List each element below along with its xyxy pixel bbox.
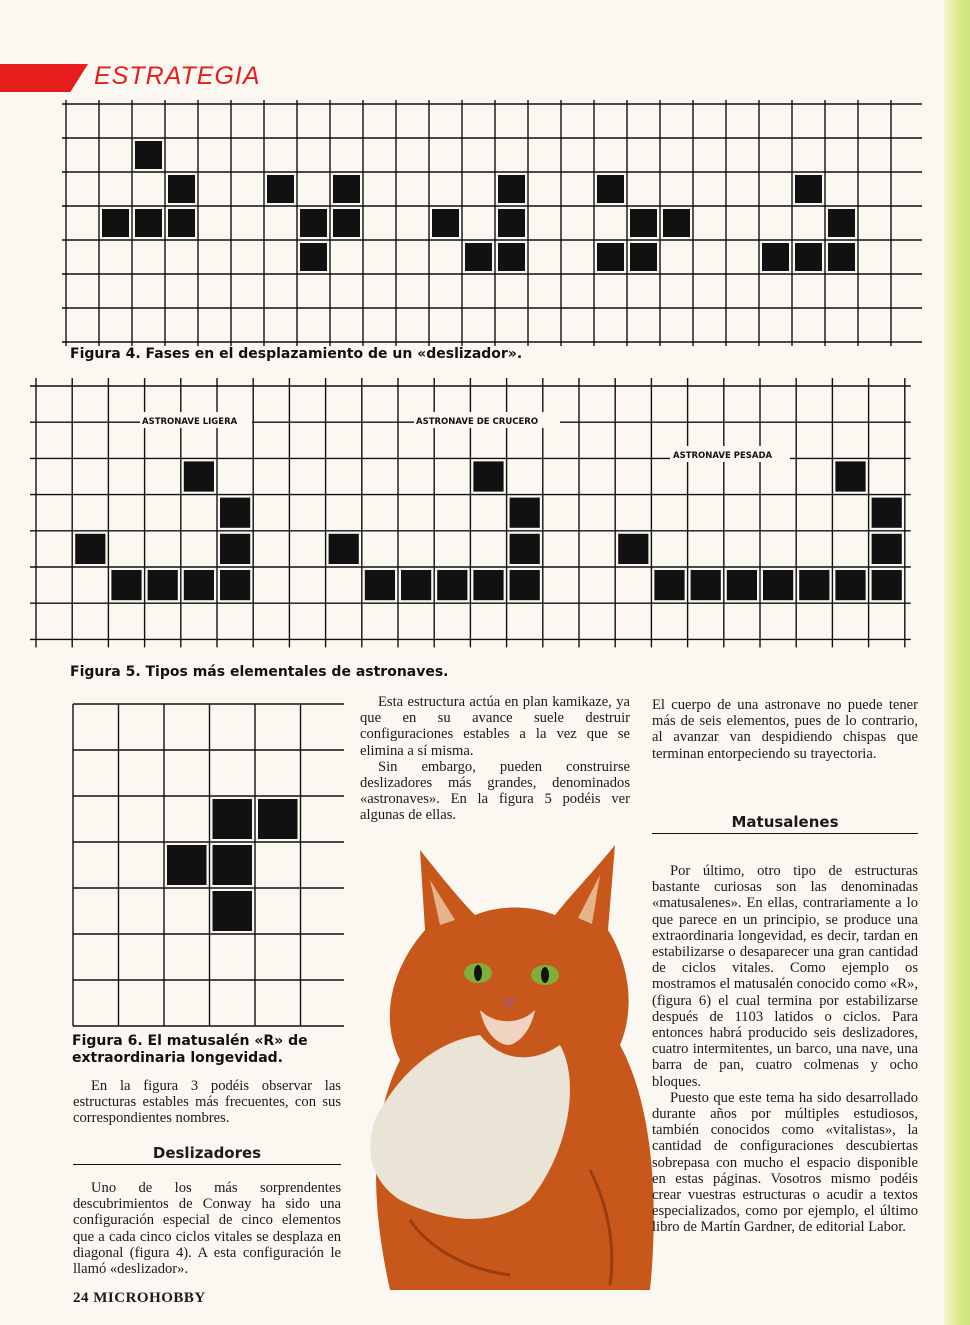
live-cell (510, 498, 540, 528)
live-cell (300, 243, 327, 271)
section-marker (0, 64, 88, 92)
label-astronave-crucero: ASTRONAVE DE CRUCERO (416, 417, 539, 427)
column-3-text-2 (652, 863, 918, 1236)
live-cell (111, 570, 141, 600)
heading-deslizadores: Deslizadores (73, 1144, 341, 1165)
live-cell (184, 570, 214, 600)
live-cell (329, 534, 359, 564)
live-cell (597, 243, 624, 271)
live-cell (102, 209, 129, 237)
live-cell (267, 175, 294, 203)
live-cell (333, 209, 360, 237)
live-cell (184, 461, 214, 491)
live-cell (763, 570, 793, 600)
figure5-grid (16, 372, 918, 658)
figure6-grid (70, 700, 344, 1030)
live-cell (872, 498, 902, 528)
figure5-caption: Figura 5. Tipos más elementales de astronaves. (70, 664, 449, 680)
live-cell (300, 209, 327, 237)
paragraph: El cuerpo de una astronave no puede tener más de seis elementos, pues de lo contrario, al avanzar van despidiendo chispas que terminan entorpeciendo su trayectoria. (652, 697, 918, 762)
live-cell (630, 243, 657, 271)
live-cell (473, 570, 503, 600)
live-cell (258, 799, 298, 839)
cat-illustration (330, 820, 680, 1300)
paragraph: En la figura 3 podéis observar las estructuras estables más frecuentes, con sus correspondientes nombres. (73, 1078, 341, 1127)
live-cell (872, 570, 902, 600)
live-cell (437, 570, 467, 600)
live-cell (473, 461, 503, 491)
live-cell (432, 209, 459, 237)
figure4-grid (60, 98, 922, 346)
live-cell (835, 461, 865, 491)
heading-matusalenes: Matusalenes (652, 813, 918, 834)
live-cell (213, 891, 253, 931)
live-cell (167, 845, 207, 885)
paragraph: Uno de los más sorprendentes descubrimientos de Conway ha sido una configuración especial de cinco elementos que a cada cinco ciclos vitales se desplaza en diagonal (figura 4). A esta configuración le llamó «deslizador». (73, 1180, 341, 1278)
live-cell (872, 534, 902, 564)
live-cell (799, 570, 829, 600)
live-cell (401, 570, 431, 600)
page-edge-strip (944, 0, 970, 1325)
section-title: ESTRATEGIA (94, 62, 261, 90)
live-cell (220, 498, 250, 528)
live-cell (795, 243, 822, 271)
paragraph: Esta estructura actúa en plan kamikaze, ya que en su avance suele destruir configuraciones estables a la vez que se elimina a sí misma. (360, 694, 630, 759)
live-cell (213, 799, 253, 839)
live-cell (498, 243, 525, 271)
live-cell (828, 209, 855, 237)
live-cell (691, 570, 721, 600)
live-cell (498, 175, 525, 203)
live-cell (510, 570, 540, 600)
live-cell (727, 570, 757, 600)
live-cell (510, 534, 540, 564)
live-cell (168, 175, 195, 203)
column-1-text-2 (73, 1180, 341, 1277)
figure4-caption: Figura 4. Fases en el desplazamiento de un «deslizador». (70, 346, 523, 362)
figure6-caption: Figura 6. El matusalén «R» de extraordinaria longevidad. (72, 1033, 308, 1066)
label-astronave-pesada: ASTRONAVE PESADA (673, 451, 773, 461)
live-cell (795, 175, 822, 203)
live-cell (465, 243, 492, 271)
live-cell (148, 570, 178, 600)
live-cell (762, 243, 789, 271)
label-astronave-ligera: ASTRONAVE LIGERA (142, 417, 238, 427)
live-cell (654, 570, 684, 600)
live-cell (135, 141, 162, 169)
live-cell (365, 570, 395, 600)
live-cell (333, 175, 360, 203)
live-cell (630, 209, 657, 237)
live-cell (220, 534, 250, 564)
live-cell (597, 175, 624, 203)
live-cell (663, 209, 690, 237)
live-cell (168, 209, 195, 237)
column-1-text (73, 1078, 341, 1127)
column-2-text (360, 694, 630, 824)
live-cell (828, 243, 855, 271)
live-cell (135, 209, 162, 237)
live-cell (213, 845, 253, 885)
live-cell (498, 209, 525, 237)
column-3-text (652, 697, 918, 762)
live-cell (75, 534, 105, 564)
live-cell (220, 570, 250, 600)
paragraph: Por último, otro tipo de estructuras bastante curiosas son las denominadas «matusalenes». En ellas, contrariamente a lo que parece en un principio, se produce una extraordinaria longevidad, es decir, tardan en estabilizarse o desaparecer una gran cantidad de ciclos vitales. Como ejemplo os mostramos el matusalén conocido como «R», (figura 6) el cual termina por estabilizarse después de 1103 latidos o ciclos. Para entonces habrá producido seis deslizadores, cuatro intermitentes, un barco, una nave, una barra de pan, cuatro colmenas y ocho bloques. (652, 863, 918, 1090)
paragraph: Puesto que este tema ha sido desarrollado durante años por múltiples estudiosos, también conocidos como «vitalistas», la cantidad de configuraciones descubiertas sobrepasa con mucho el espacio disponible en estas páginas. Vosotros mismo podéis crear vuestras estructuras o acudir a textos especializados, como por ejemplo, el último libro de Martín Gardner, de editorial Labor. (652, 1089, 918, 1236)
live-cell (835, 570, 865, 600)
page-footer: 24 MICROHOBBY (73, 1290, 206, 1306)
paragraph: Sin embargo, pueden construirse deslizadores más grandes, denominados «astronaves». En la figura 5 podéis ver algunas de ellas. (360, 758, 630, 824)
live-cell (618, 534, 648, 564)
